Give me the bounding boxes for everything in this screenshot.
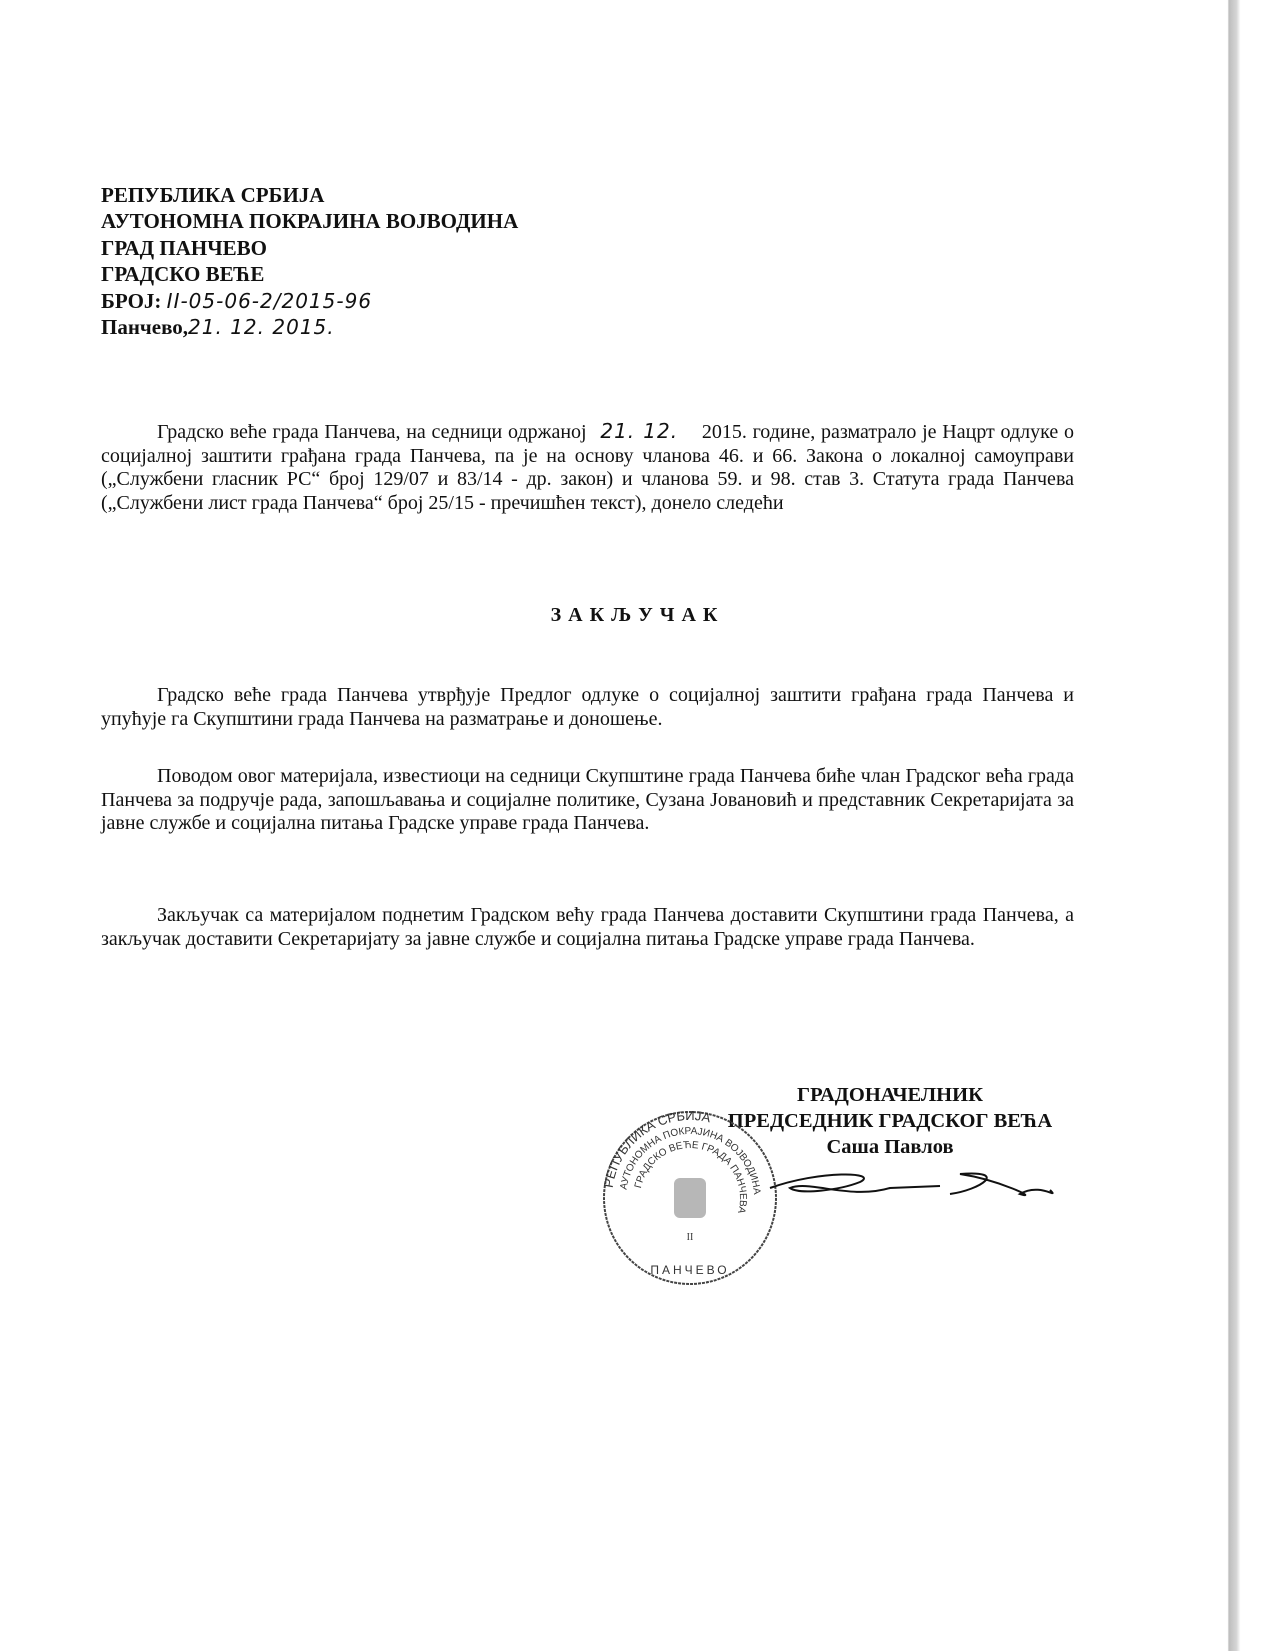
stamp-middle-text: АУТОНОМНА ПОКРАЈИНА ВОЈВОДИНА — [618, 1125, 762, 1196]
signatory-name: Саша Павлов — [826, 1136, 954, 1158]
letterhead-council: ГРАДСКО ВЕЋЕ — [101, 262, 265, 287]
document-date: Панчево,21. 12. 2015. — [101, 315, 335, 340]
stamp-numeral: II — [686, 1232, 694, 1243]
signatory-role-mayor: ГРАДОНАЧЕЛНИК — [797, 1084, 983, 1106]
coat-of-arms-icon — [674, 1178, 706, 1218]
handwritten-date: 21. 12. 2015. — [188, 315, 335, 340]
handwritten-number: II-05-06-2/2015-96 — [166, 288, 373, 313]
conclusion-paragraph-1: Градско веће града Панчева утврђује Предлог одлуке о социјалној заштити грађана града Панчева и упућује га Скупштини града Панчева на разматрање и доношење. — [101, 684, 1074, 730]
letterhead — [101, 182, 518, 340]
conclusion-paragraph-3: Закључак са материјалом поднетим Градском већу града Панчева доставити Скупштини града Панчева, а закључак доставити Секретаријату за јавне службе и социјална питања Градске управе града Панчева. — [101, 904, 1074, 950]
handwritten-session-date: 21. 12. — [600, 419, 679, 443]
letterhead-republic: РЕПУБЛИКА СРБИЈА — [101, 183, 325, 207]
signatory-role-president: ПРЕДСЕДНИК ГРАДСКОГ ВЕЋА — [727, 1110, 1053, 1132]
stamp-bottom-text: ПАНЧЕВО — [650, 1263, 730, 1277]
document-number: БРОЈ: II-05-06-2/2015-96 — [101, 288, 373, 313]
scan-edge — [1211, 0, 1275, 1651]
stamp-inner-text: ГРАДСКО ВЕЋЕ ГРАДА ПАНЧЕВА — [633, 1139, 749, 1215]
letterhead-city: ГРАД ПАНЧЕВО — [101, 235, 267, 260]
handwritten-signature — [760, 1160, 1060, 1210]
stamp-outer-text: РЕПУБЛИКА СРБИЈА — [600, 1108, 712, 1189]
document-title: ЗАКЉУЧАК — [550, 604, 725, 626]
letterhead-province: АУТОНОМНА ПОКРАЈИНА ВОЈВОДИНА — [101, 209, 519, 234]
intro-paragraph: Градско веће града Панчева, на седници одржаној 21. 12. 2015. године, разматрало је Нацрт одлуке о социјалној заштити грађана града Панчева, па је на основу чланова 46. и 66. Закона о локалној самоуправи („Службени гласник РС“ број 129/07 и 83/14 - др. закон) и чланова 59. и 98. став 3. Статута града Панчева („Службени лист града Панчева“ број 25/15 - пречишћен текст), донело следећи — [101, 419, 1074, 514]
conclusion-paragraph-2: Поводом овог материјала, известиоци на седници Скупштине града Панчева биће члан Градског већа града Панчева за подручје рада, запошљавања и социјалне политике, Сузана Јовановић и представник Секретаријата за јавне службе и социјална питања Градске управе града Панчева. — [101, 765, 1074, 834]
official-stamp — [600, 1108, 780, 1288]
